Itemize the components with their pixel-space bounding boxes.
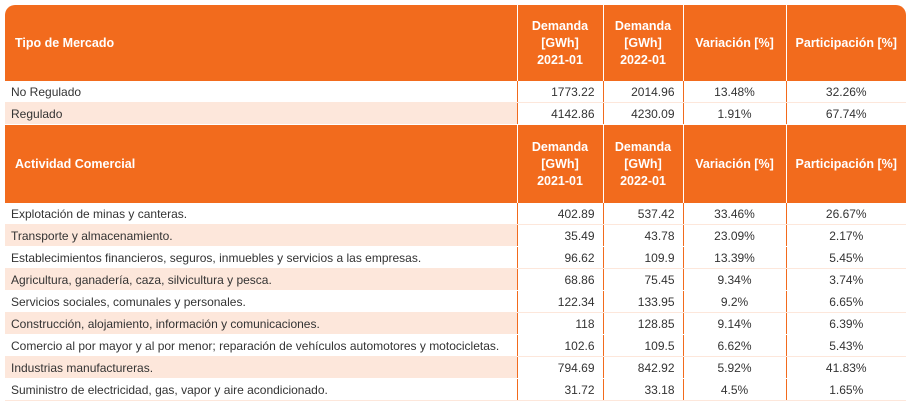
cell-demanda-2021: 35.49	[517, 225, 603, 247]
header-demanda-2021: Demanda [GWh] 2021-01	[517, 125, 603, 204]
header-participacion: Participación [%]	[786, 5, 906, 81]
header-actividad-comercial: Actividad Comercial	[5, 125, 517, 204]
actividad-header-row	[5, 125, 906, 204]
row-label: Transporte y almacenamiento.	[5, 225, 517, 247]
cell-demanda-2021: 794.69	[517, 357, 603, 379]
cell-variacion: 23.09%	[683, 225, 786, 247]
table-row	[5, 225, 906, 247]
cell-variacion: 13.48%	[683, 81, 786, 103]
cell-demanda-2021: 102.6	[517, 335, 603, 357]
cell-demanda-2022: 43.78	[603, 225, 683, 247]
cell-demanda-2021: 68.86	[517, 269, 603, 291]
header-variacion: Variación [%]	[683, 125, 786, 204]
cell-participacion: 5.43%	[786, 335, 906, 357]
cell-participacion: 3.74%	[786, 269, 906, 291]
cell-participacion: 5.45%	[786, 247, 906, 269]
header-tipo-mercado: Tipo de Mercado	[5, 5, 517, 81]
table-row	[5, 81, 906, 103]
table-row	[5, 313, 906, 335]
cell-demanda-2022: 75.45	[603, 269, 683, 291]
table-row	[5, 269, 906, 291]
cell-participacion: 32.26%	[786, 81, 906, 103]
row-label: Industrias manufactureras.	[5, 357, 517, 379]
cell-demanda-2021: 96.62	[517, 247, 603, 269]
mercado-rows	[5, 81, 906, 125]
header-demanda-2021: Demanda [GWh] 2021-01	[517, 5, 603, 81]
row-label: Construcción, alojamiento, información y comunicaciones.	[5, 313, 517, 335]
mercado-header-row	[5, 5, 906, 81]
header-participacion: Participación [%]	[786, 125, 906, 204]
table-row	[5, 103, 906, 125]
cell-variacion: 9.34%	[683, 269, 786, 291]
cell-demanda-2021: 31.72	[517, 379, 603, 401]
cell-variacion: 1.91%	[683, 103, 786, 125]
header-variacion: Variación [%]	[683, 5, 786, 81]
row-label: No Regulado	[5, 81, 517, 103]
table-row	[5, 247, 906, 269]
demand-table	[5, 5, 906, 401]
cell-demanda-2021: 4142.86	[517, 103, 603, 125]
table-row	[5, 203, 906, 225]
table-row	[5, 291, 906, 313]
cell-demanda-2022: 842.92	[603, 357, 683, 379]
cell-demanda-2021: 402.89	[517, 203, 603, 225]
cell-variacion: 9.14%	[683, 313, 786, 335]
cell-participacion: 6.39%	[786, 313, 906, 335]
row-label: Comercio al por mayor y al por menor; reparación de vehículos automotores y motocicletas.	[5, 335, 517, 357]
header-demanda-2022: Demanda [GWh] 2022-01	[603, 5, 683, 81]
cell-demanda-2021: 1773.22	[517, 81, 603, 103]
cell-demanda-2022: 133.95	[603, 291, 683, 313]
cell-variacion: 13.39%	[683, 247, 786, 269]
cell-demanda-2021: 122.34	[517, 291, 603, 313]
cell-participacion: 67.74%	[786, 103, 906, 125]
table-row	[5, 357, 906, 379]
cell-demanda-2022: 537.42	[603, 203, 683, 225]
actividad-rows	[5, 203, 906, 401]
header-demanda-2022: Demanda [GWh] 2022-01	[603, 125, 683, 204]
cell-demanda-2022: 2014.96	[603, 81, 683, 103]
row-label: Explotación de minas y canteras.	[5, 203, 517, 225]
cell-participacion: 1.65%	[786, 379, 906, 401]
cell-participacion: 2.17%	[786, 225, 906, 247]
row-label: Regulado	[5, 103, 517, 125]
cell-demanda-2022: 109.9	[603, 247, 683, 269]
cell-variacion: 9.2%	[683, 291, 786, 313]
cell-demanda-2022: 4230.09	[603, 103, 683, 125]
table-row	[5, 379, 906, 401]
row-label: Servicios sociales, comunales y personales.	[5, 291, 517, 313]
row-label: Suministro de electricidad, gas, vapor y aire acondicionado.	[5, 379, 517, 401]
row-label: Agricultura, ganadería, caza, silvicultura y pesca.	[5, 269, 517, 291]
cell-variacion: 5.92%	[683, 357, 786, 379]
cell-variacion: 33.46%	[683, 203, 786, 225]
cell-participacion: 41.83%	[786, 357, 906, 379]
cell-demanda-2022: 33.18	[603, 379, 683, 401]
cell-participacion: 6.65%	[786, 291, 906, 313]
cell-variacion: 4.5%	[683, 379, 786, 401]
cell-demanda-2021: 118	[517, 313, 603, 335]
cell-demanda-2022: 128.85	[603, 313, 683, 335]
cell-demanda-2022: 109.5	[603, 335, 683, 357]
cell-participacion: 26.67%	[786, 203, 906, 225]
actividad-section	[5, 125, 906, 204]
row-label: Establecimientos financieros, seguros, inmuebles y servicios a las empresas.	[5, 247, 517, 269]
cell-variacion: 6.62%	[683, 335, 786, 357]
table-row	[5, 335, 906, 357]
